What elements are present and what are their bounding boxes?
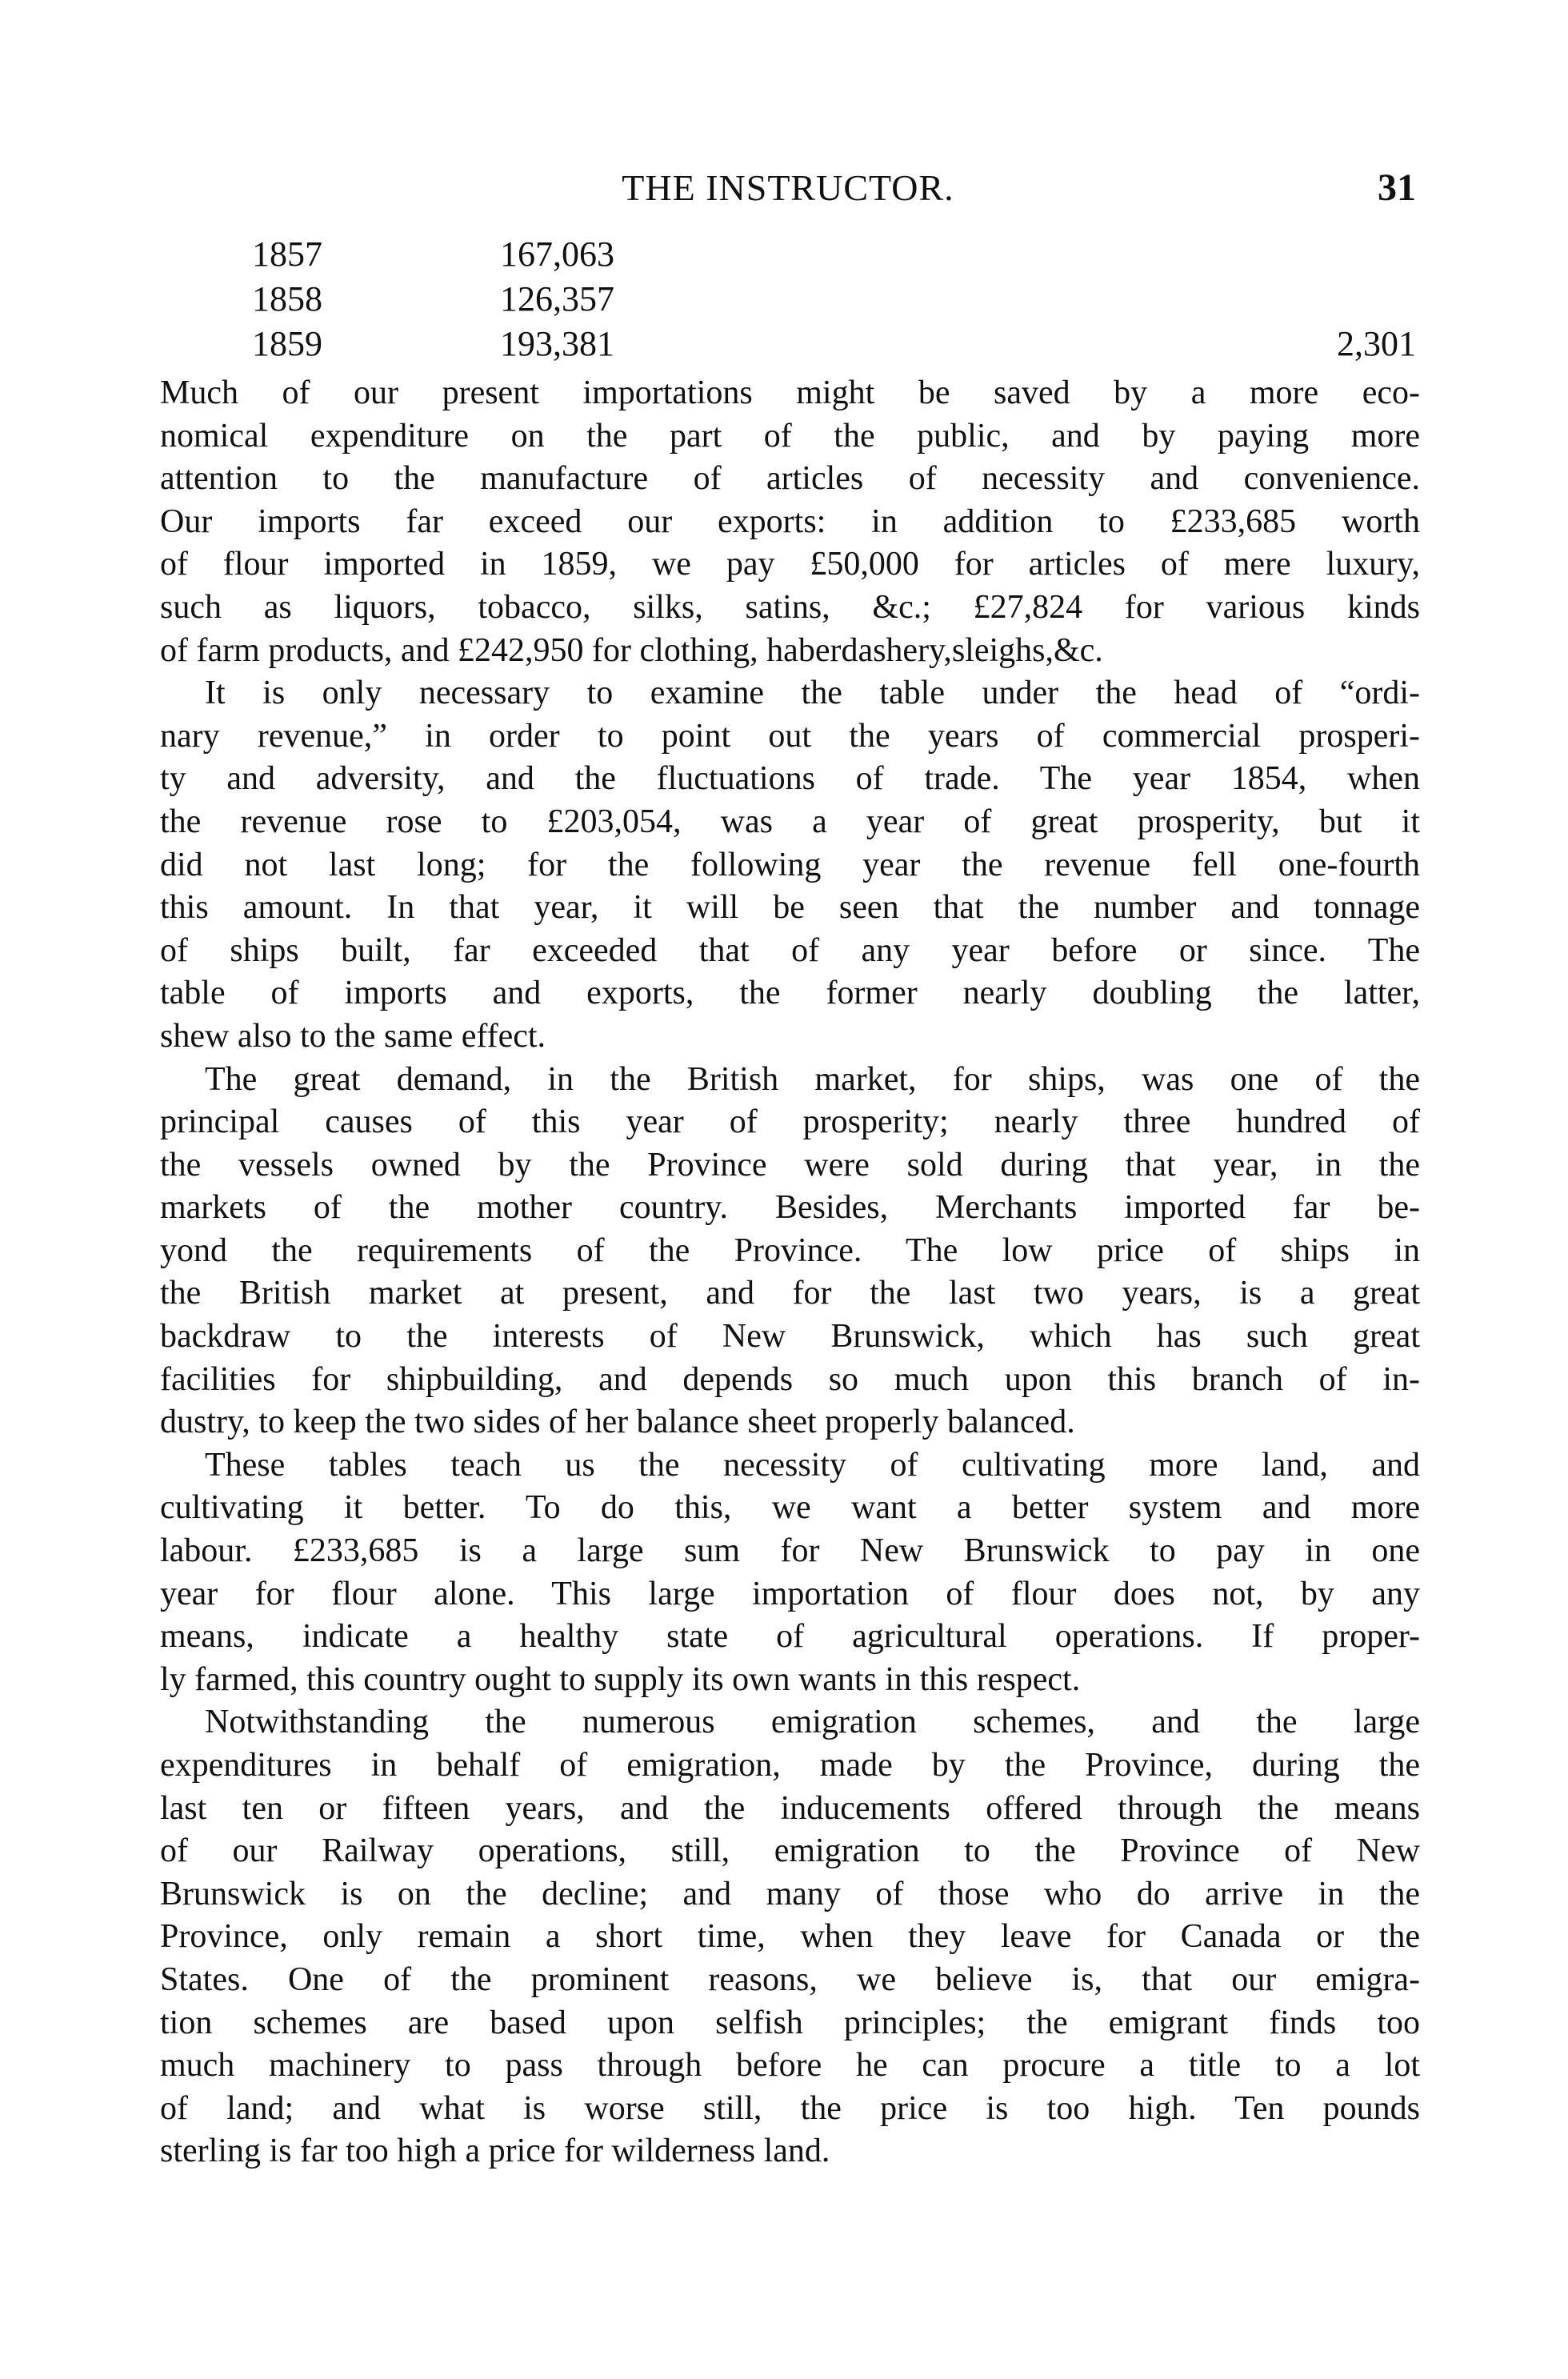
text-line: of ships built, far exceeded that of any year before or since. The bbox=[160, 931, 1420, 969]
text-line: ly farmed, this country ought to supply its own wants in this respect. bbox=[160, 1660, 1081, 1698]
text-line: principal causes of this year of prosperity; nearly three hundred of bbox=[160, 1103, 1420, 1141]
table-year-cell: 1859 bbox=[252, 324, 322, 363]
text-line: this amount. In that year, it will be seen that the number and tonnage bbox=[160, 889, 1420, 927]
table-row bbox=[160, 322, 1416, 366]
page-header bbox=[160, 164, 1416, 212]
text-line: the vessels owned by the Province were sold during that year, in the bbox=[160, 1146, 1420, 1183]
text-line: nomical expenditure on the part of the public, and by paying more bbox=[160, 417, 1420, 455]
text-line: Brunswick is on the decline; and many of those who do arrive in the bbox=[160, 1875, 1420, 1912]
table-row bbox=[160, 232, 1416, 277]
text-line: tion schemes are based upon selfish principles; the emigrant finds too bbox=[160, 2004, 1420, 2041]
text-line: did not last long; for the following year the revenue fell one-fourth bbox=[160, 846, 1420, 883]
text-line: nary revenue,” in order to point out the years of commercial prosperi- bbox=[160, 717, 1420, 755]
text-line: means, indicate a healthy state of agricultural operations. If proper- bbox=[160, 1618, 1420, 1656]
text-line: the British market at present, and for the last two years, is a great bbox=[160, 1275, 1420, 1312]
text-line: Province, only remain a short time, when they leave for Canada or the bbox=[160, 1918, 1420, 1956]
text-line: of our Railway operations, still, emigration to the Province of New bbox=[160, 1832, 1420, 1870]
text-line: Our imports far exceed our exports: in addition to £233,685 worth bbox=[160, 503, 1420, 540]
text-line: States. One of the prominent reasons, we believe is, that our emigra- bbox=[160, 1960, 1420, 1998]
text-line: These tables teach us the necessity of cultivating more land, and bbox=[205, 1446, 1420, 1484]
statistics-table bbox=[160, 232, 1416, 366]
paragraph-emigration bbox=[160, 1701, 1420, 2173]
text-line: table of imports and exports, the former nearly doubling the latter, bbox=[160, 975, 1420, 1012]
paragraph-agriculture bbox=[160, 1444, 1420, 1702]
text-line: dustry, to keep the two sides of her balance sheet properly balanced. bbox=[160, 1404, 1075, 1441]
text-line: markets of the mother country. Besides, Merchants imported far be- bbox=[160, 1189, 1420, 1227]
text-line: expenditures in behalf of emigration, made by the Province, during the bbox=[160, 1747, 1420, 1784]
paragraph-imports bbox=[160, 372, 1420, 672]
text-line: yond the requirements of the Province. The low price of ships in bbox=[160, 1232, 1420, 1269]
text-line: of flour imported in 1859, we pay £50,000 for articles of mere luxury, bbox=[160, 546, 1420, 583]
page-number: 31 bbox=[1378, 166, 1416, 209]
text-line: the revenue rose to £203,054, was a year of great prosperity, but it bbox=[160, 803, 1420, 840]
text-line: such as liquors, tobacco, silks, satins, &c.; £27,824 for various kinds bbox=[160, 588, 1420, 626]
text-line: of land; and what is worse still, the price is too high. Ten pounds bbox=[160, 2089, 1420, 2127]
paragraph-revenue bbox=[160, 672, 1420, 1058]
text-line: The great demand, in the British market, for ships, was one of the bbox=[205, 1060, 1420, 1098]
table-value-cell: 126,357 bbox=[500, 279, 614, 318]
table-year-cell: 1857 bbox=[252, 234, 322, 274]
table-year-cell: 1858 bbox=[252, 279, 322, 318]
text-line: Much of our present importations might be saved by a more eco- bbox=[160, 374, 1420, 411]
text-line: year for flour alone. This large importation of flour does not, by any bbox=[160, 1575, 1420, 1612]
text-line: much machinery to pass through before he can procure a title to a lot bbox=[160, 2047, 1420, 2085]
text-line: ty and adversity, and the fluctuations of trade. The year 1854, when bbox=[160, 760, 1420, 798]
text-line: backdraw to the interests of New Brunswick, which has such great bbox=[160, 1318, 1420, 1356]
text-line: attention to the manufacture of articles of necessity and convenience. bbox=[160, 460, 1420, 498]
text-line: facilities for shipbuilding, and depends so much upon this branch of in- bbox=[160, 1360, 1420, 1398]
text-line: Notwithstanding the numerous emigration schemes, and the large bbox=[205, 1704, 1420, 1741]
text-line: of farm products, and £242,950 for clothing, haberdashery,sleighs,&c. bbox=[160, 631, 1103, 669]
table-row bbox=[160, 277, 1416, 322]
paragraph-shipping bbox=[160, 1059, 1420, 1444]
body-text bbox=[160, 372, 1420, 2173]
table-value-cell: 193,381 bbox=[500, 324, 614, 363]
text-line: cultivating it better. To do this, we want a better system and more bbox=[160, 1489, 1420, 1527]
running-title: THE INSTRUCTOR. bbox=[622, 167, 954, 208]
text-line: It is only necessary to examine the table under the head of “ordi- bbox=[205, 675, 1420, 712]
text-line: shew also to the same effect. bbox=[160, 1017, 546, 1055]
text-line: sterling is far too high a price for wilderness land. bbox=[160, 2133, 830, 2170]
text-line: labour. £233,685 is a large sum for New Brunswick to pay in one bbox=[160, 1532, 1420, 1570]
table-extra-cell: 2,301 bbox=[1337, 324, 1416, 363]
text-line: last ten or fifteen years, and the inducements offered through the means bbox=[160, 1789, 1420, 1827]
table-value-cell: 167,063 bbox=[500, 234, 614, 274]
